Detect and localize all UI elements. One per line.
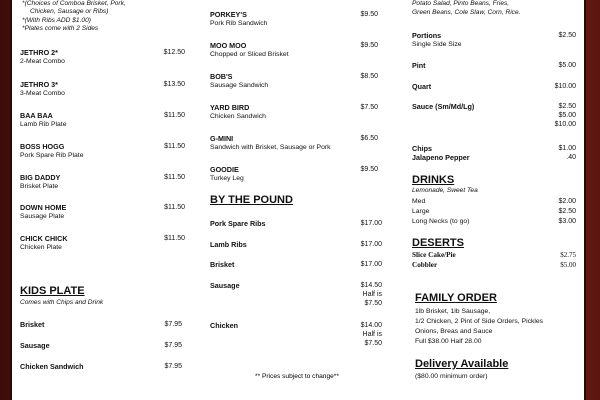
menu-item xyxy=(20,80,185,98)
item-name: Brisket xyxy=(210,260,235,269)
item-name: YARD BIRD xyxy=(210,103,250,112)
menu-item xyxy=(210,134,378,152)
menu-item xyxy=(20,48,185,66)
item-name: BOB'S xyxy=(210,72,233,81)
jalapeno-item xyxy=(412,153,576,162)
item-price: $3.00 xyxy=(558,218,576,225)
item-name: JETHRO 3* xyxy=(20,80,58,89)
item-name: Portions xyxy=(412,31,442,40)
item-desc: Chicken Plate xyxy=(20,244,62,251)
kids-item xyxy=(20,320,182,329)
item-price: $10.00 xyxy=(554,83,576,90)
item-desc: Turkey Leg xyxy=(210,175,244,182)
item-name: BAA BAA xyxy=(20,111,53,120)
item-name: BOSS HOGG xyxy=(20,142,65,151)
item-price: $14.00 xyxy=(360,322,382,329)
dessert-item xyxy=(412,261,576,270)
item-price: .40 xyxy=(566,154,576,161)
item-name: GOODIE xyxy=(210,165,239,174)
menu-item xyxy=(20,234,185,252)
combo-note: Chicken, Sausage or Ribs) xyxy=(30,8,109,15)
kids-plate-heading: KIDS PLATE xyxy=(20,285,85,297)
item-price: $9.50 xyxy=(360,166,378,173)
kids-plate-note: Comes with Chips and Drink xyxy=(20,299,104,306)
item-name: PORKEY'S xyxy=(210,10,247,19)
sides-list: Green Beans, Cole Slaw, Corn, Rice. xyxy=(412,9,521,16)
item-name: CHICK CHICK xyxy=(20,234,68,243)
kids-item xyxy=(20,362,182,371)
quart-item xyxy=(412,82,576,91)
item-name: Slice Cake/Pie xyxy=(412,251,456,259)
item-name: Sausage xyxy=(210,281,240,290)
drink-item xyxy=(412,207,576,216)
menu-item xyxy=(20,173,185,191)
item-name: MOO MOO xyxy=(210,41,247,50)
delivery-note: ($80.00 minimum order) xyxy=(415,373,488,380)
half-label: Half is xyxy=(362,291,382,298)
item-price: $17.00 xyxy=(360,261,382,268)
item-desc: Sandwich with Brisket, Sausage or Pork xyxy=(210,144,331,151)
portions-item xyxy=(412,31,576,49)
delivery-heading: Delivery Available xyxy=(415,358,509,370)
item-price: $17.00 xyxy=(360,241,382,248)
item-desc: Pork Spare Rib Plate xyxy=(20,152,84,159)
menu-item xyxy=(210,165,378,183)
menu-item xyxy=(20,142,185,160)
combo-note: *(Choices of Comboa Brisket, Pork, xyxy=(22,0,126,7)
item-price: $11.50 xyxy=(164,143,185,150)
half-price: $7.50 xyxy=(364,300,382,307)
menu-item xyxy=(20,111,185,129)
item-desc: Chopped or Sliced Brisket xyxy=(210,51,289,58)
item-name: Sauce (Sm/Md/Lg) xyxy=(412,102,475,111)
item-price: $7.50 xyxy=(360,104,378,111)
item-name: Lamb Ribs xyxy=(210,240,247,249)
item-desc: Sausage Plate xyxy=(20,213,65,220)
item-price: $2.50 xyxy=(558,103,576,110)
half-label: Half is xyxy=(362,331,382,338)
item-name: Chips xyxy=(412,144,432,153)
item-name: Quart xyxy=(412,82,432,91)
item-desc: Single Side Size xyxy=(412,41,462,48)
family-order-line: 1/2 Chicken, 2 Pint of Side Orders, Pickles xyxy=(415,318,544,325)
item-price: $5.00 xyxy=(558,112,576,119)
item-name: Jalapeno Pepper xyxy=(412,153,470,162)
item-price: $7.95 xyxy=(164,321,182,328)
item-desc: Lamb Rib Plate xyxy=(20,121,67,128)
drink-item xyxy=(412,197,576,206)
family-order-line: Onions, Breas and Sauce xyxy=(415,328,493,335)
family-order-line: 1lb Brisket, 1lb Sausage, xyxy=(415,308,491,315)
item-name: Med xyxy=(412,198,426,205)
item-price: $11.50 xyxy=(164,235,185,242)
item-desc: Sausage Sandwich xyxy=(210,82,269,89)
item-price: $9.50 xyxy=(360,42,378,49)
item-price: $2.00 xyxy=(558,198,576,205)
item-desc: Chicken Sandwich xyxy=(210,113,266,120)
item-price: $7.95 xyxy=(164,363,182,370)
pound-item-chicken xyxy=(210,321,382,347)
item-price: $8.50 xyxy=(360,73,378,80)
dessert-item xyxy=(412,251,576,260)
item-price: $11.50 xyxy=(164,204,185,211)
menu-item xyxy=(210,103,378,121)
family-order-heading: FAMILY ORDER xyxy=(415,292,497,304)
item-name: Chicken xyxy=(210,321,238,330)
half-price: $7.50 xyxy=(364,340,382,347)
item-name: BIG DADDY xyxy=(20,173,61,182)
drinks-heading: DRINKS xyxy=(412,174,455,186)
item-desc: 3-Meat Combo xyxy=(20,90,65,97)
item-price: $11.50 xyxy=(164,174,185,181)
item-price: $11.50 xyxy=(164,112,185,119)
combo-note: *Plates come with 2 Sides xyxy=(22,25,99,32)
pound-item xyxy=(210,219,382,228)
item-name: Long Necks (to go) xyxy=(412,218,470,225)
item-price: $17.00 xyxy=(360,220,382,227)
item-name: Brisket xyxy=(20,320,45,329)
item-name: Pint xyxy=(412,61,426,70)
sides-list: Potato Salad, Pinto Beans, Fries, xyxy=(412,0,510,7)
menu-item xyxy=(210,10,378,28)
drinks-note: Lemonade, Sweet Tea xyxy=(412,187,478,194)
item-price: $7.95 xyxy=(164,342,182,349)
item-price: $5.00 xyxy=(560,261,576,269)
chips-item xyxy=(412,144,576,153)
item-price: $9.50 xyxy=(360,11,378,18)
pound-item xyxy=(210,260,382,269)
item-price: $6.50 xyxy=(360,135,378,142)
menu-item xyxy=(20,203,185,221)
item-name: Cobbler xyxy=(412,261,438,269)
item-desc: Brisket Plate xyxy=(20,183,59,190)
item-price: $1.00 xyxy=(558,145,576,152)
combo-note: *(With Ribs ADD $1.00) xyxy=(22,17,91,24)
family-order-line: Full $38.00 Half 28.00 xyxy=(415,338,482,345)
menu-item xyxy=(210,41,378,59)
item-price: $13.50 xyxy=(163,81,185,88)
price-disclaimer: ** Prices subject to change** xyxy=(255,373,339,380)
item-name: Large xyxy=(412,208,430,215)
item-price: $5.00 xyxy=(558,62,576,69)
item-desc: 2-Meat Combo xyxy=(20,58,65,65)
item-name: G-MINI xyxy=(210,134,234,143)
item-price: $2.75 xyxy=(560,251,576,259)
item-price: $2.50 xyxy=(558,208,576,215)
pound-item-sausage xyxy=(210,281,382,307)
item-price: $10.00 xyxy=(554,121,576,128)
item-name: DOWN HOME xyxy=(20,203,67,212)
desserts-heading: DESERTS xyxy=(412,237,464,249)
pound-item xyxy=(210,240,382,249)
item-name: JETHRO 2* xyxy=(20,48,58,57)
pint-item xyxy=(412,61,576,70)
item-name: Pork Spare Ribs xyxy=(210,219,266,228)
sauce-item xyxy=(412,102,576,128)
by-the-pound-heading: BY THE POUND xyxy=(210,194,293,206)
item-price: $12.50 xyxy=(163,49,185,56)
item-price: $14.50 xyxy=(360,282,382,289)
drink-item xyxy=(412,217,576,226)
item-name: Sausage xyxy=(20,341,50,350)
item-desc: Pork Rib Sandwich xyxy=(210,20,268,27)
menu-item xyxy=(210,72,378,90)
item-name: Chicken Sandwich xyxy=(20,362,84,371)
item-price: $2.50 xyxy=(558,32,576,39)
kids-item xyxy=(20,341,182,350)
